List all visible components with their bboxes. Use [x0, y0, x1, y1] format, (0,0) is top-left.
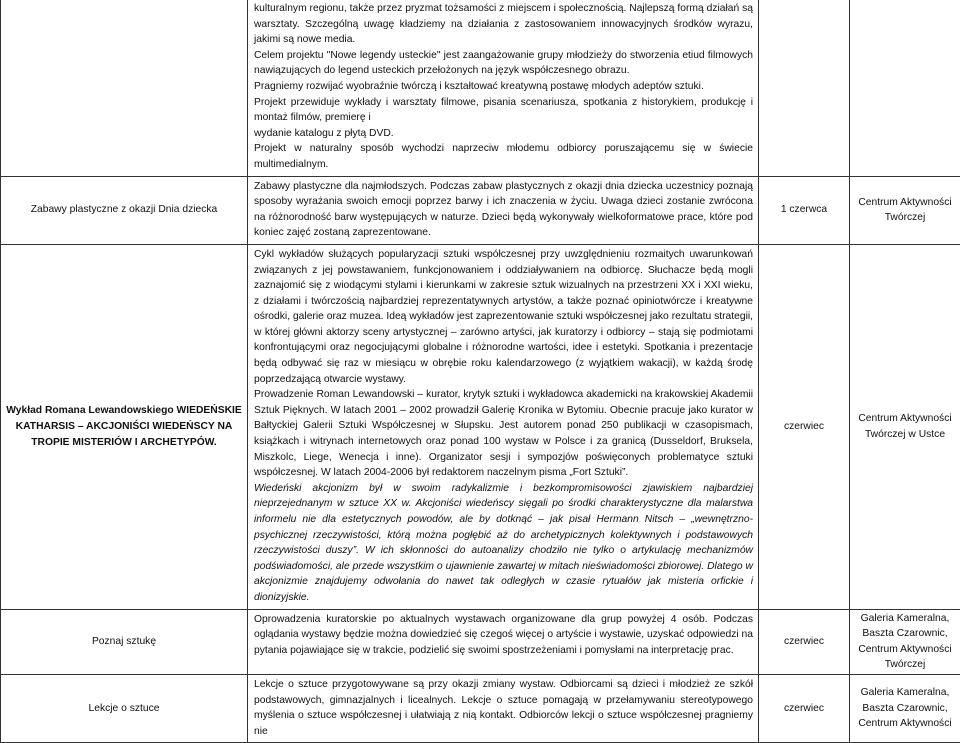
event-description-cell: [248, 0, 759, 176]
description-paragraph: Celem projektu "Nowe legendy usteckie" jest zaangażowanie grupy młodzieży do stworzenia etiud filmowych nawiązujących do legend usteckich przełożonych na język współczesnego obrazu.: [254, 48, 753, 79]
event-title-cell: Zabawy plastyczne z okazji Dnia dziecka: [1, 176, 248, 244]
event-description-cell: [248, 176, 759, 244]
table-row: [1, 0, 960, 176]
event-place-cell: Galeria Kameralna, Baszta Czarownic, Centrum Aktywności: [850, 674, 960, 742]
event-place-cell: Galeria Kameralna, Baszta Czarownic, Centrum Aktywności Twórczej: [850, 609, 960, 674]
event-date-cell: czerwiec: [759, 609, 850, 674]
description-paragraph: Cykl wykładów służących popularyzacji sztuki współczesnej przy uwzględnieniu rozmaitych uwarunkowań związanych z jej powstawaniem, funkcjonowaniem i oddziaływaniem na odbiorcę. Słuchacze będą mogli zaznajomić się z wiodącymi stylami i kierunkami w zakresie sztuk wizualnych na przestrzeni XX i XXI wieku, z działami i twórczością najbardziej reprezentatywnych artystów, a także poznać opiniotwórcze i kreatywne ośrodki, galerie oraz muzea. Ideą wykładów jest zaprezentowanie sztuki współczesnej jako rezultatu strategii, w której główni aktorzy sceny artystycznej – zarówno artyści, jak kuratorzy i odbiorcy – stają się podmiotami konfrontującymi oraz negocjującymi globalne i różnorodne wartości, idee i estetyki. Spotkania i prezentacje będą odbywać się raz w miesiącu w obrębie roku kalendarzowego (z wyjątkiem wakacji), w każdą środę poprzedzającą otwarcie wystawy.: [254, 247, 753, 387]
description-paragraph: Lekcje o sztuce przygotowywane są przy okazji zmiany wystaw. Odbiorcami są dzieci i młodzież ze szkół podstawowych, gimnazjalnych i licealnych. Lekcje o sztuce pomagają w przełamywaniu stereotypowego myślenia o sztuce współczesnej i ułatwiają z nią kontakt. Odbiorców lekcji o sztuce współczesnej pragniemy nie: [254, 677, 753, 739]
table-row: [1, 244, 960, 609]
table-row: [1, 176, 960, 244]
event-date-cell: czerwiec: [759, 674, 850, 742]
description-italic-paragraph: Wiedeński akcjonizm był w swoim radykalizmie i bezkompromisowości zjawiskiem najbardziej nieprzejednanym w sztuce XX w. Akcjoniści wiedeńscy sięgali po środki charakterystyczne dla malarstwa informelu nie dla estetycznych powodów, ale by dotknąć – jak pisał Hermann Nitsch – „wewnętrzno-psychicznej rzeczywistości, którą można pogłębić aż do archetypicznych kolektywnych i podstawowych rzeczywistości duszy”. W ich skłonności do autoanalizy chodziło nie tylko o artykulację mechanizmów podświadomości, ale przede wszystkim o ujawnienie zawartej w mitach nieświadomości zbiorowej. Dlatego w akcjonizmie znajdujemy odwołania do nawet tak odległych w czasie rytuałów jak misteria orfickie i dionizyjskie.: [254, 481, 753, 606]
description-paragraph: wydanie katalogu z płytą DVD.: [254, 126, 753, 142]
description-paragraph: Projekt w naturalny sposób wychodzi naprzeciw młodemu odbiorcy poruszającemu się w świecie multimedialnym.: [254, 141, 753, 172]
description-paragraph: kulturalnym regionu, także przez pryzmat tożsamości z miejscem i społecznością. Najlepszą formą działań są warsztaty. Szczególną uwagę kładziemy na działania z zastosowaniem innowacyjnych środków wyrazu, jakimi są nowe media.: [254, 1, 753, 48]
description-paragraph: Prowadzenie Roman Lewandowski – kurator, krytyk sztuki i wykładowca akademicki na krakowskiej Akademii Sztuk Pięknych. W latach 2001 – 2002 prowadził Galerię Kronika w Bytomiu. Obecnie pracuje jako kurator w Bałtyckiej Galerii Sztuki Współczesnej w Słupsku. Jest autorem ponad 250 publikacji w czasopismach, książkach i witrynach internetowych oraz ponad 100 wystaw w Polsce i za granicą (Dusseldorf, Bruksela, Miszkolc, Liege, Wenecja i inne). Organizator sesji i sympozjów poświęconych problematyce sztuki współczesnej. W latach 2004-2006 był redaktorem naczelnym pisma „Fort Sztuki”.: [254, 387, 753, 481]
event-title-cell: Wykład Romana Lewandowskiego WIEDEŃSKIE KATHARSIS – AKCJONIŚCI WIEDEŃSCY NA TROPIE MISTERIÓW I ARCHETYPÓW.: [1, 244, 248, 609]
description-paragraph: Oprowadzenia kuratorskie po aktualnych wystawach organizowane dla grup powyżej 4 osób. Podczas oglądania wystawy będzie można dowiedzieć się czegoś więcej o artyście i wystawie, uzyskać odpowiedzi na pytania pojawiające się w trakcie, podzielić się swoimi spostrzeżeniami i pomysłami na interpretację prac.: [254, 612, 753, 659]
event-date-cell: 1 czerwca: [759, 176, 850, 244]
event-description-cell: [248, 609, 759, 674]
event-place-cell: [850, 0, 960, 176]
event-place-cell: Centrum Aktywności Twórczej w Ustce: [850, 244, 960, 609]
table-row: [1, 674, 960, 742]
event-title-cell: [1, 0, 248, 176]
table-row: [1, 609, 960, 674]
event-date-cell: [759, 0, 850, 176]
event-description-cell: [248, 244, 759, 609]
description-paragraph: Zabawy plastyczne dla najmłodszych. Podczas zabaw plastycznych z okazji dnia dziecka uczestnicy poznają sposoby wyrażania swoich emocji poprzez barwy i ich znaczenia w życiu. Uwaga dzieci zostanie zwrócona na różnorodność barw występujących w naturze. Dzieci będą wykonywały wielkoformatowe prace, które pod koniec zajęć zostaną zaprezentowane.: [254, 179, 753, 241]
description-paragraph: Projekt przewiduje wykłady i warsztaty filmowe, pisania scenariusza, spotkania z historykiem, produkcję i montaż filmów, premierę i: [254, 95, 753, 126]
event-date-cell: czerwiec: [759, 244, 850, 609]
event-description-cell: [248, 674, 759, 742]
event-title-cell: Poznaj sztukę: [1, 609, 248, 674]
event-title-cell: Lekcje o sztuce: [1, 674, 248, 742]
description-paragraph: Pragniemy rozwijać wyobraźnie twórczą i kształtować kreatywną postawę młodych adeptów sztuki.: [254, 79, 753, 95]
event-place-cell: Centrum Aktywności Twórczej: [850, 176, 960, 244]
